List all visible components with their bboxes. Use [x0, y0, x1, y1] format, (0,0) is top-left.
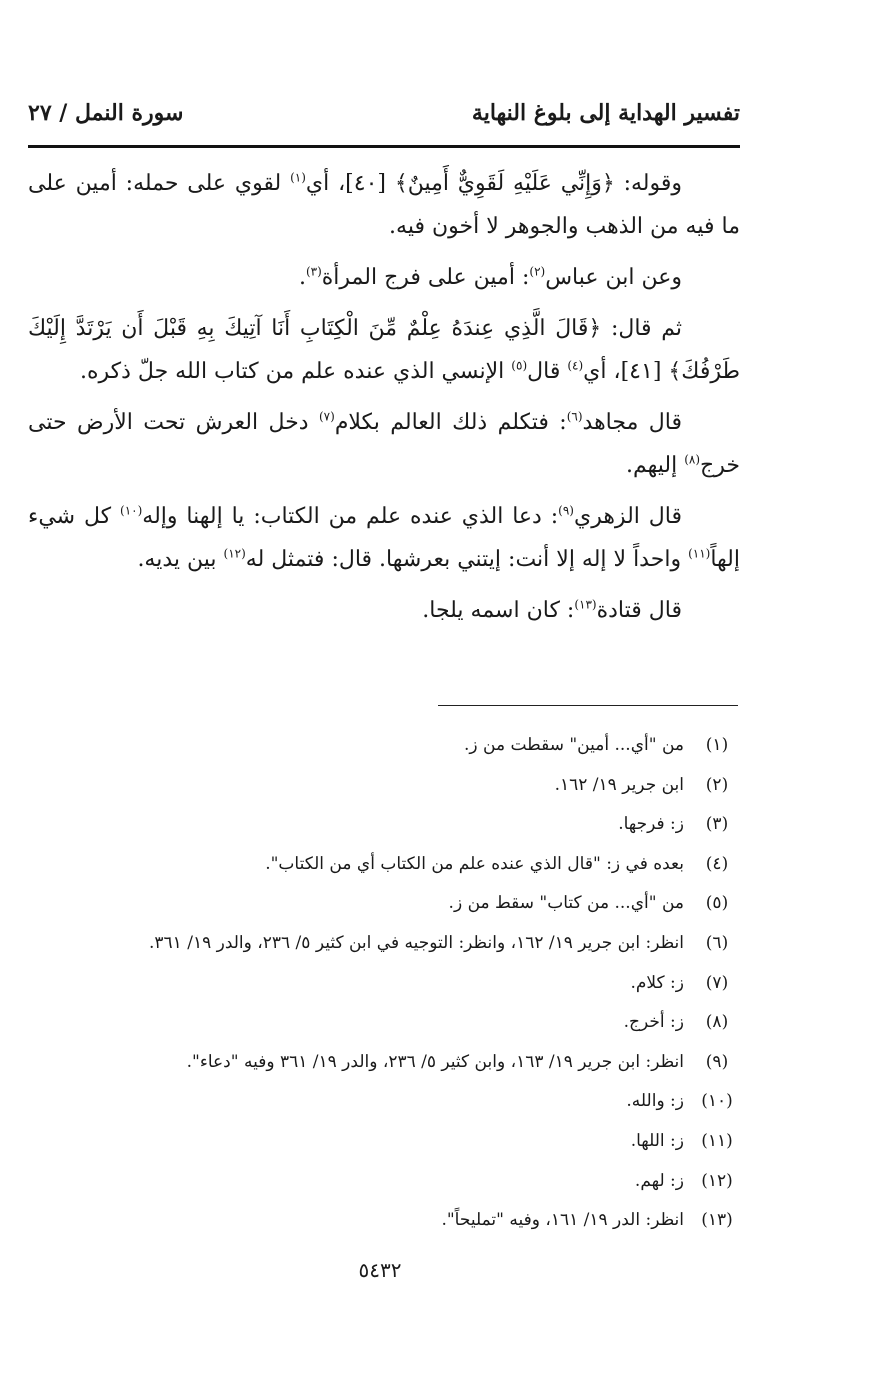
footnote-text: بعده في ز: "قال الذي عنده علم من الكتاب أي من الكتاب". — [265, 853, 684, 874]
footnote-ref-3[interactable]: (٣) — [305, 264, 322, 279]
footnote-ref-12[interactable]: (١٢) — [223, 546, 246, 561]
footnote-item — [28, 1043, 740, 1083]
surah-page-label: سورة النمل / ٢٧ — [28, 100, 184, 126]
footnote-ref-13[interactable]: (١٣) — [574, 597, 597, 612]
footnote-item — [28, 1201, 740, 1241]
footnote-number: (٨) — [705, 1012, 729, 1033]
book-title: تفسير الهداية إلى بلوغ النهاية — [471, 100, 740, 126]
footnote-number: (١١) — [701, 1130, 733, 1151]
footnote-ref-1[interactable]: (١) — [290, 170, 306, 185]
footnote-number: (١٢) — [701, 1170, 733, 1191]
footnote-item — [28, 1122, 740, 1162]
footnote-ref-11[interactable]: (١١) — [688, 546, 711, 561]
footnote-item — [28, 924, 740, 964]
footnote-item — [28, 1003, 740, 1043]
footnote-item — [28, 1162, 740, 1202]
quran-verse: ﴿وَإِنِّي عَلَيْهِ لَقَوِيٌّ أَمِينٌ﴾ — [394, 171, 615, 196]
footnote-text: ز: أخرج. — [623, 1012, 684, 1033]
paragraph-4: قال مجاهد$^{(٦)}$: فتكلم ذلك العالم بكلام$^{(٧)}$ دخل العرش تحت الأرض حتى خرج$^{(٨)}$ إليهم. — [28, 409, 740, 478]
footnote-item — [28, 805, 740, 845]
footnote-number: (٩) — [705, 1051, 729, 1072]
footnote-text: ز: كلام. — [630, 972, 684, 993]
paragraph-6: قال قتادة$^{(١٣)}$: كان اسمه يلجا. — [422, 597, 682, 623]
paragraph-1: وقوله: ﴿وَإِنِّي عَلَيْهِ لَقَوِيٌّ أَمِينٌ﴾ [٤٠]، أي$^{(١)}$ لقوي على حمله: أمين على ما فيه من الذهب والجوهر لا أخون فيه. — [28, 170, 740, 239]
footnote-number: (٤) — [705, 853, 729, 874]
footnote-text: انظر: ابن جرير ١٩/ ١٦٢، وانظر: التوجيه في ابن كثير ٥/ ٢٣٦، والدر ١٩/ ٣٦١. — [148, 932, 684, 953]
footnote-item — [28, 1082, 740, 1122]
paragraph-2: وعن ابن عباس$^{(٢)}$: أمين على فرج المرأة$^{(٣)}$. — [298, 264, 682, 290]
footnote-ref-4[interactable]: (٤) — [567, 358, 584, 373]
paragraph-3: ثم قال: ﴿قَالَ الَّذِي عِندَهُ عِلْمٌ مِّنَ الْكِتَابِ أَنَا آتِيكَ بِهِ قَبْلَ أَن يَرْتَدَّ إِلَيْكَ طَرْفُكَ﴾ [٤١]، أي$^{(٤)}$ قال$^{(٥)}$ الإنسي الذي عنده علم من كتاب الله جلّ ذكره. — [28, 316, 740, 384]
footnote-ref-8[interactable]: (٨) — [684, 452, 701, 467]
footnote-text: انظر: ابن جرير ١٩/ ١٦٣، وابن كثير ٥/ ٢٣٦، والدر ١٩/ ٣٦١ وفيه "دعاء". — [186, 1051, 684, 1072]
footnote-ref-7[interactable]: (٧) — [318, 409, 335, 424]
paragraph-5: قال الزهري$^{(٩)}$: دعا الذي عنده علم من الكتاب: يا إلهنا وإله$^{(١٠)}$ كل شيء إلهاً$^{(١١)}$ واحداً لا إله إلا أنت: إيتني بعرشها. قال: فتمثل له$^{(١٢)}$ بين يديه. — [28, 503, 740, 572]
footnote-number: (٦) — [705, 932, 729, 953]
footnote-ref-2[interactable]: (٢) — [529, 264, 546, 279]
footnotes-list — [28, 726, 740, 1241]
footnote-item — [28, 845, 740, 885]
footnote-text: ز: اللها. — [630, 1130, 684, 1151]
footnote-number: (٧) — [705, 972, 729, 993]
footnote-number: (٥) — [705, 893, 729, 914]
footnote-text: ز: والله. — [626, 1091, 684, 1112]
footnote-text: من "أي... أمين" سقطت من ز. — [464, 735, 684, 755]
footnote-number: (١) — [705, 735, 729, 755]
footnote-ref-10[interactable]: (١٠) — [120, 503, 143, 518]
footnote-number: (١٠) — [701, 1091, 733, 1112]
footnote-item — [28, 766, 740, 806]
page-number: ٥٤٣٢ — [358, 1258, 402, 1282]
quran-verse: ﴿قَالَ الَّذِي عِندَهُ عِلْمٌ مِّنَ الْكِتَابِ أَنَا آتِيكَ بِهِ قَبْلَ أَن يَرْتَدَّ إِلَيْكَ طَرْفُكَ﴾ — [28, 316, 740, 384]
header-rule — [28, 145, 740, 148]
footnote-number: (١٣) — [701, 1210, 733, 1231]
footnote-number: (٢) — [705, 774, 729, 795]
footnote-text: ز: لهم. — [634, 1170, 684, 1191]
footnote-item — [28, 884, 740, 924]
footnote-number: (٣) — [705, 814, 729, 835]
footnote-text: انظر: الدر ١٩/ ١٦١، وفيه "تمليحاً". — [441, 1210, 684, 1231]
footnote-item — [28, 964, 740, 1004]
footnote-ref-9[interactable]: (٩) — [558, 503, 574, 518]
footnote-ref-6[interactable]: (٦) — [566, 409, 583, 424]
footnote-item — [28, 726, 740, 766]
footnote-text: من "أي... من كتاب" سقط من ز. — [448, 893, 684, 914]
footnote-text: ز: فرجها. — [618, 814, 684, 835]
main-text — [28, 162, 740, 632]
running-header — [28, 96, 740, 140]
footnote-text: ابن جرير ١٩/ ١٦٢. — [554, 774, 684, 795]
footnote-ref-5[interactable]: (٥) — [511, 358, 528, 373]
footnote-separator — [438, 705, 738, 706]
